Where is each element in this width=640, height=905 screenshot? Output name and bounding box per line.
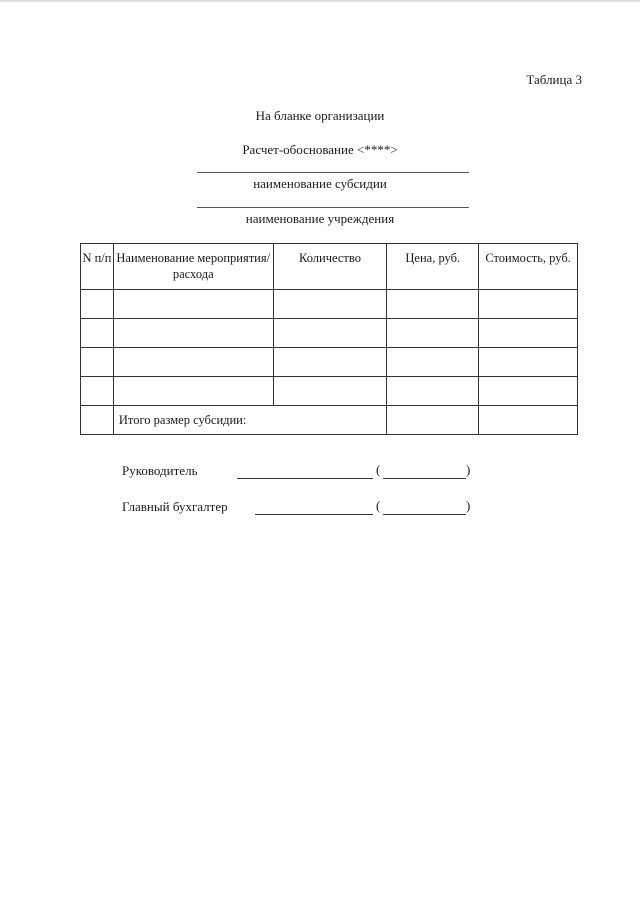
header-price: Цена, руб. [387,244,479,290]
subsidy-name-line [197,172,469,173]
calculation-table [80,243,578,435]
table-number: Таблица 3 [526,72,582,87]
table-cell [81,290,114,319]
scan-edge [0,0,640,3]
table-cell [81,377,114,406]
header-item-name: Наименование мероприятия/расхода [113,244,273,290]
institution-name-line [197,207,469,208]
table-cell [273,377,387,406]
head-name-line [383,478,466,479]
table-cell [81,319,114,348]
table-cell [273,319,387,348]
header-quantity: Количество [273,244,387,290]
table-cell [479,290,578,319]
head-signature-line [237,478,373,479]
table-cell [387,377,479,406]
table-header-row [81,244,578,290]
accountant-label: Главный бухгалтер [122,499,228,514]
table-cell [113,377,273,406]
table-cell [81,406,114,435]
head-name-open-paren: ( [376,462,381,477]
letterhead-note: На бланке организации [255,108,385,123]
document-title: Расчет-обоснование <****> [242,142,398,157]
table-row [81,377,578,406]
table-cell [273,290,387,319]
table-cell [387,406,479,435]
table-row [81,290,578,319]
accountant-name-line [383,514,466,515]
head-signature-row [122,463,198,479]
institution-caption: наименование учреждения [245,211,395,226]
table-cell [113,319,273,348]
accountant-signature-row [122,499,228,515]
table-row [81,348,578,377]
accountant-signature-line [255,514,373,515]
table-cell [387,290,479,319]
table-row [81,319,578,348]
table-cell [479,406,578,435]
table-cell [81,348,114,377]
head-label: Руководитель [122,463,198,478]
table-cell [273,348,387,377]
table-cell [479,348,578,377]
table-cell [113,290,273,319]
head-name-close-paren: ) [466,462,471,477]
table-cell [479,377,578,406]
accountant-name-open-paren: ( [376,498,381,513]
total-row [81,406,578,435]
table-cell [387,348,479,377]
table-cell [387,319,479,348]
header-cost: Стоимость, руб. [479,244,578,290]
table-cell [479,319,578,348]
table-cell [113,348,273,377]
total-label: Итого размер субсидии: [113,406,386,435]
subsidy-caption: наименование субсидии [253,176,387,191]
accountant-name-close-paren: ) [466,498,471,513]
header-number: N п/п [81,244,114,290]
